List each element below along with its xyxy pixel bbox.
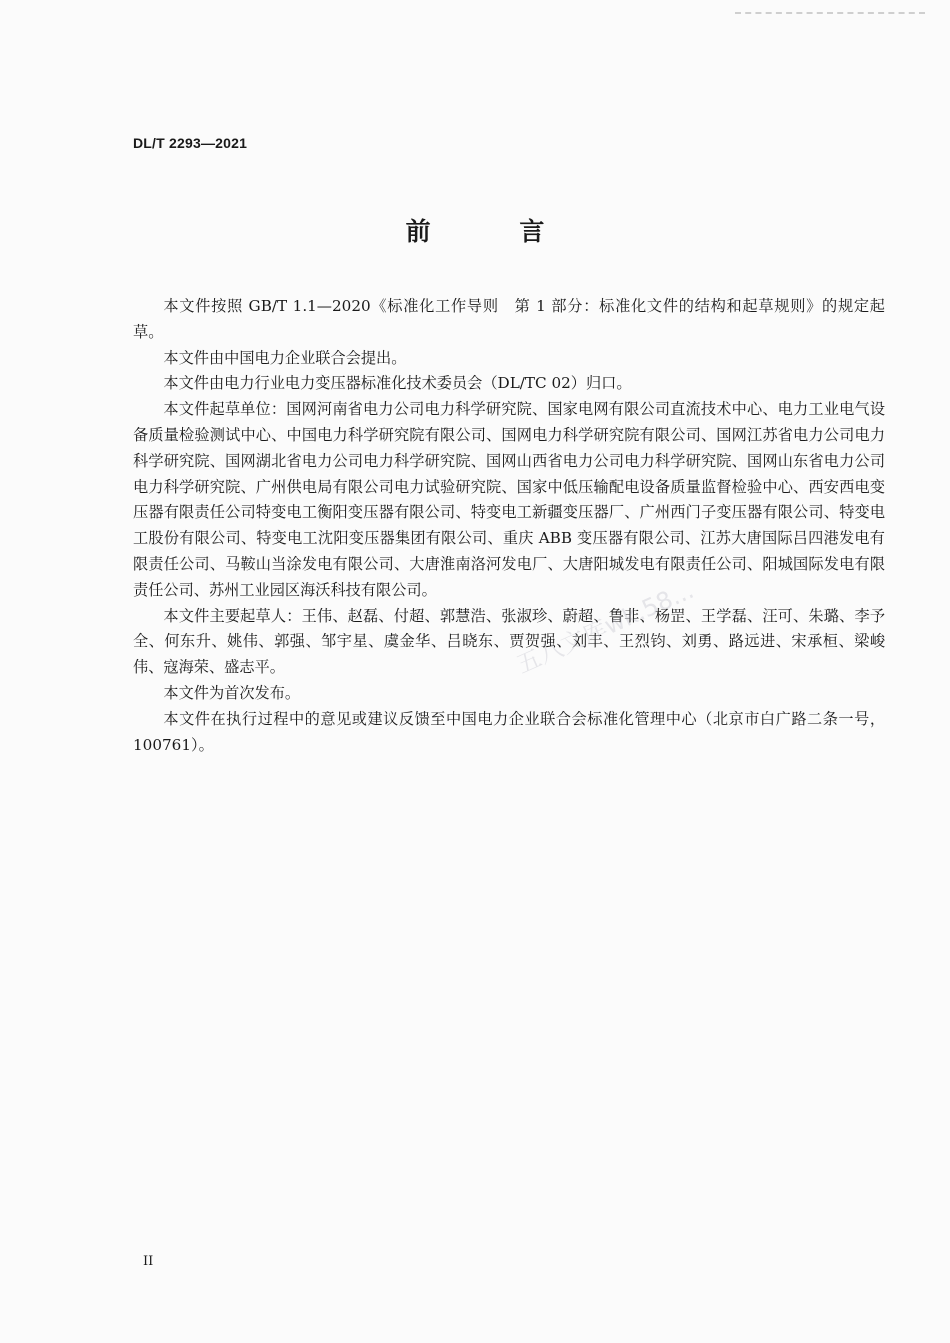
paragraph-proposer: 本文件由中国电力企业联合会提出。 — [163, 348, 407, 367]
page-title: 前 言 — [405, 217, 585, 246]
paragraph-first-release: 本文件为首次发布。 — [163, 683, 301, 702]
paragraph-feedback: 本文件在执行过程中的意见或建议反馈至中国电力企业联合会标准化管理中心（北京市白广路二条一号，100761）。 — [133, 709, 885, 754]
page-number: II — [143, 1254, 154, 1269]
paragraph-drafters: 本文件主要起草人：王伟、赵磊、付超、郭慧浩、张淑珍、蔚超、鲁非、杨罡、王学磊、汪可、朱璐、李予全、何东升、姚伟、郭强、邹宇星、虞金华、吕晓东、贾贺强、刘丰、王烈钧、刘勇、路远进、宋承桓、梁峻伟、寇海荣、盛志平。 — [133, 606, 885, 677]
top-edge-marks — [735, 12, 925, 16]
watermark: 五八文库wk.58... — [512, 575, 698, 680]
paragraph-drafting-rules: 本文件按照 GB/T 1.1—2020《标准化工作导则 第 1 部分：标准化文件的结构和起草规则》的规定起草。 — [133, 297, 885, 341]
foreword-body — [133, 294, 885, 758]
document-code: DL/T 2293—2021 — [133, 135, 248, 151]
paragraph-committee: 本文件由电力行业电力变压器标准化技术委员会（DL/TC 02）归口。 — [163, 374, 632, 393]
paragraph-drafting-units: 本文件起草单位：国网河南省电力公司电力科学研究院、国家电网有限公司直流技术中心、电力工业电气设备质量检验测试中心、中国电力科学研究院有限公司、国网电力科学研究院有限公司、国网江苏省电力公司电力科学研究院、国网湖北省电力公司电力科学研究院、国网山西省电力公司电力科学研究院、国网山东省电力公司电力科学研究院、广州供电局有限公司电力试验研究院、国家中低压输配电设备质量监督检验中心、西安西电变压器有限责任公司特变电工衡阳变压器有限公司、特变电工新疆变压器厂、广州西门子变压器有限公司、特变电工股份有限公司、特变电工沈阳变压器集团有限公司、重庆 ABB 变压器有限公司、江苏大唐国际吕四港发电有限责任公司、马鞍山当涂发电有限公司、大唐淮南洛河发电厂、大唐阳城发电有限责任公司、阳城国际发电有限责任公司、苏州工业园区海沃科技有限公司。 — [133, 400, 885, 599]
